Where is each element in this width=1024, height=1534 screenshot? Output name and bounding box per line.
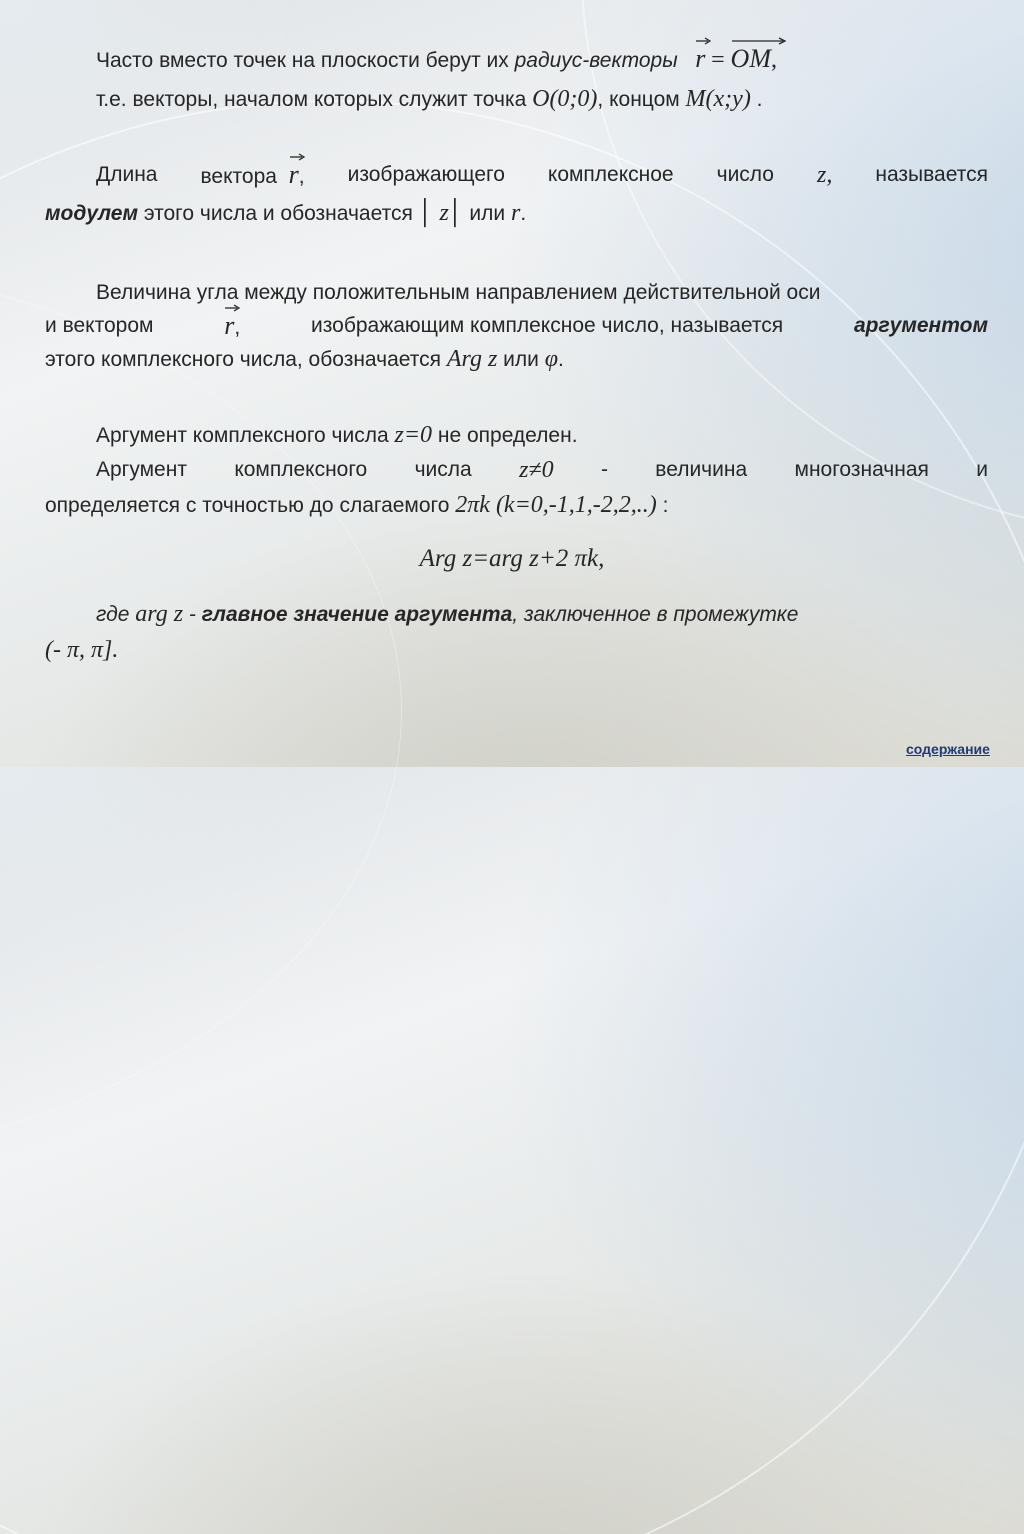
paragraph-multivalued-line2: определяется с точностью до слагаемого 2πk (k=0,-1,1,-2,2,..) : xyxy=(45,492,669,518)
paragraph-argument-line3: этого комплексного числа, обозначается Arg z или φ. xyxy=(45,346,564,372)
vector-r: r xyxy=(224,313,234,339)
vector-arrow-icon xyxy=(695,36,711,46)
paragraph-modulus-line1: Длина вектора r, изображающего комплексное число z, называется xyxy=(96,162,988,190)
paragraph-argument-line1: Величина угла между положительным направлением действительной оси xyxy=(96,281,821,304)
argument-formula: Arg z=arg z+2 πk, xyxy=(419,545,605,572)
paragraph-argument-line2: и вектором r, изображающим комплексное число, называется аргументом xyxy=(45,313,988,341)
paragraph-radius-vectors-line2: т.е. векторы, началом которых служит точка O(0;0), концом M(x;y) . xyxy=(96,86,763,112)
vector-arrow-icon xyxy=(224,303,240,313)
paragraph-principal-value-line1: где arg z - главное значение аргумента, заключенное в промежутке xyxy=(96,601,799,627)
paragraph-zero-argument: Аргумент комплексного числа z=0 не определен. xyxy=(96,422,578,448)
vector-arrow-icon xyxy=(289,152,305,162)
vector-arrow-icon xyxy=(731,36,787,46)
background-arc xyxy=(580,0,1024,534)
vector-om: OM xyxy=(731,46,771,72)
vector-r: r xyxy=(289,162,299,188)
paragraph-principal-value-line2: (- π, π]. xyxy=(45,637,119,663)
paragraph-modulus-line2: модулем этого числа и обозначается │ z│ или r. xyxy=(45,200,527,226)
background-arc xyxy=(0,260,402,1162)
vector-r: r xyxy=(695,46,705,72)
contents-link[interactable]: содержание xyxy=(906,741,990,757)
paragraph-multivalued-line1: Аргумент комплексного числа z≠0 - величина многозначная и xyxy=(96,457,988,483)
paragraph-radius-vectors-line1: Часто вместо точек на плоскости берут их радиус-векторы r = OM, xyxy=(96,46,988,74)
